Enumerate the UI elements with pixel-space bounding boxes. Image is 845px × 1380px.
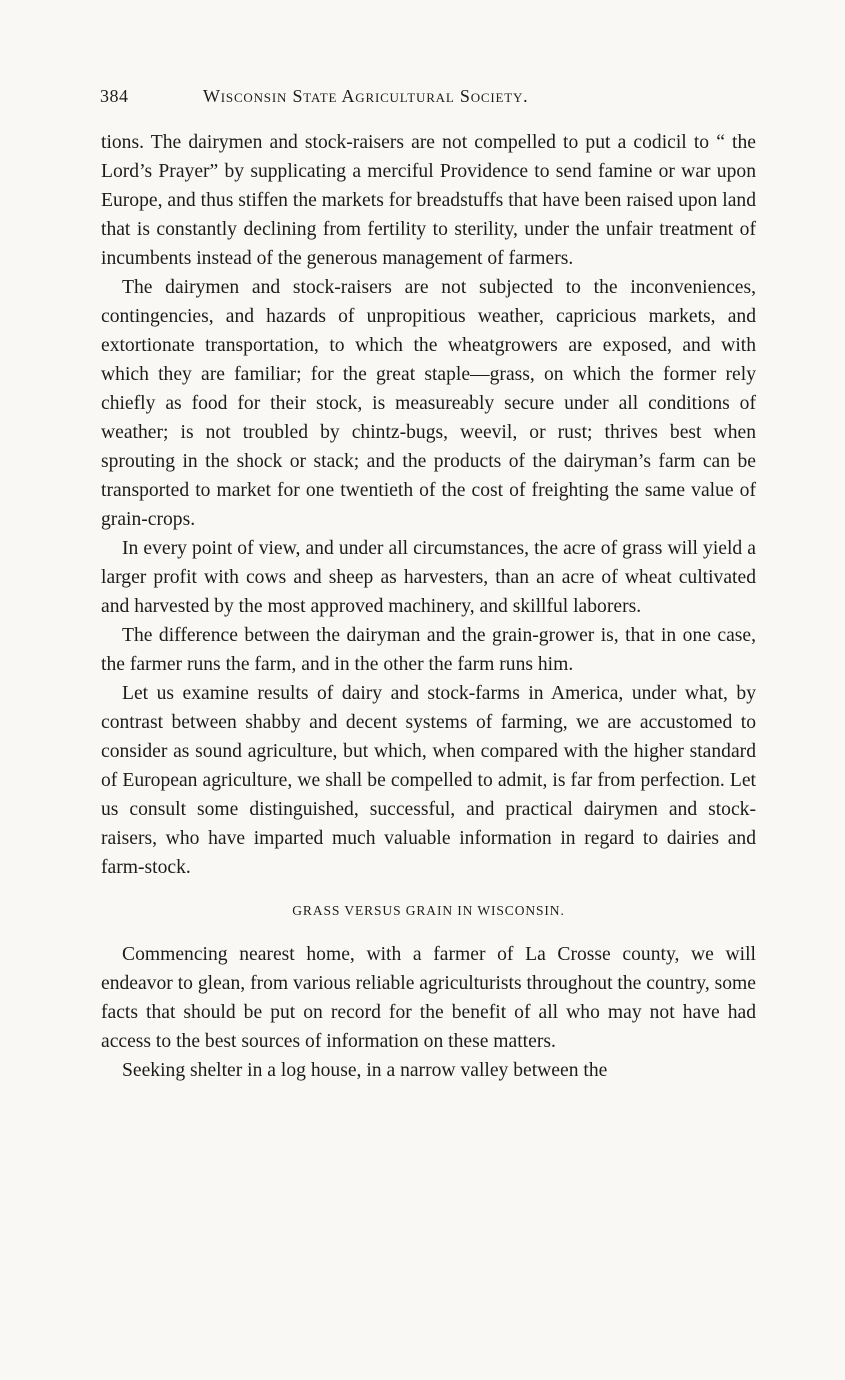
paragraph: Let us examine results of dairy and stock-farms in America, under what, by contrast between shabby and decent systems of farming, we are accustomed to consider as sound agriculture, but which, when compared with the higher standard of European agriculture, we shall be compelled to admit, is far from perfection. Let us consult some distinguished, successful, and practical dairymen and stock-raisers, who have imparted much valuable information in regard to dairies and farm-stock. <box>101 683 756 878</box>
paragraph-truncated: Seeking shelter in a log house, in a narrow valley between the <box>122 1060 608 1081</box>
paragraph: Commencing nearest home, with a farmer of La Crosse county, we will endeavor to glean, from various reliable agriculturists throughout the country, some facts that should be put on record for the benefit of all who may not have had access to the best sources of information on these matters. <box>101 944 756 1052</box>
running-title: Wisconsin State Agricultural Society. <box>203 86 529 106</box>
paragraph: The dairymen and stock-raisers are not subjected to the inconveniences, contingencies, and hazards of unpropitious weather, capricious markets, and extortionate transportation, to which the wheatgrowers are exposed, and with which they are familiar; for the great staple—grass, on which the former rely chiefly as food for their stock, is measureably secure under all conditions of weather; is not troubled by chintz-bugs, weevil, or rust; thrives best when sprouting in the shock or stack; and the products of the dairyman’s farm can be transported to market for one twentieth of the cost of freighting the same value of grain-crops. <box>101 277 756 530</box>
section-heading: GRASS VERSUS GRAIN IN WISCONSIN. <box>292 903 565 918</box>
paragraph-continuation: tions. The dairymen and stock-raisers are not compelled to put a codicil to “ the Lord’s Prayer” by supplicating a merciful Providence to send famine or war upon Europe, and thus stiffen the markets for breadstuffs that have been raised upon land that is constantly declining from fertility to sterility, under the unfair treatment of incumbents instead of the generous management of farmers. <box>101 132 756 269</box>
body-text <box>101 128 756 1085</box>
paragraph: In every point of view, and under all circumstances, the acre of grass will yield a larger profit with cows and sheep as harvesters, than an acre of wheat cultivated and harvested by the most approved machinery, and skillful laborers. <box>101 538 756 617</box>
paragraph: The difference between the dairyman and the grain-grower is, that in one case, the farmer runs the farm, and in the other the farm runs him. <box>101 625 756 675</box>
page-number: 384 <box>100 86 129 106</box>
running-header <box>100 86 750 116</box>
